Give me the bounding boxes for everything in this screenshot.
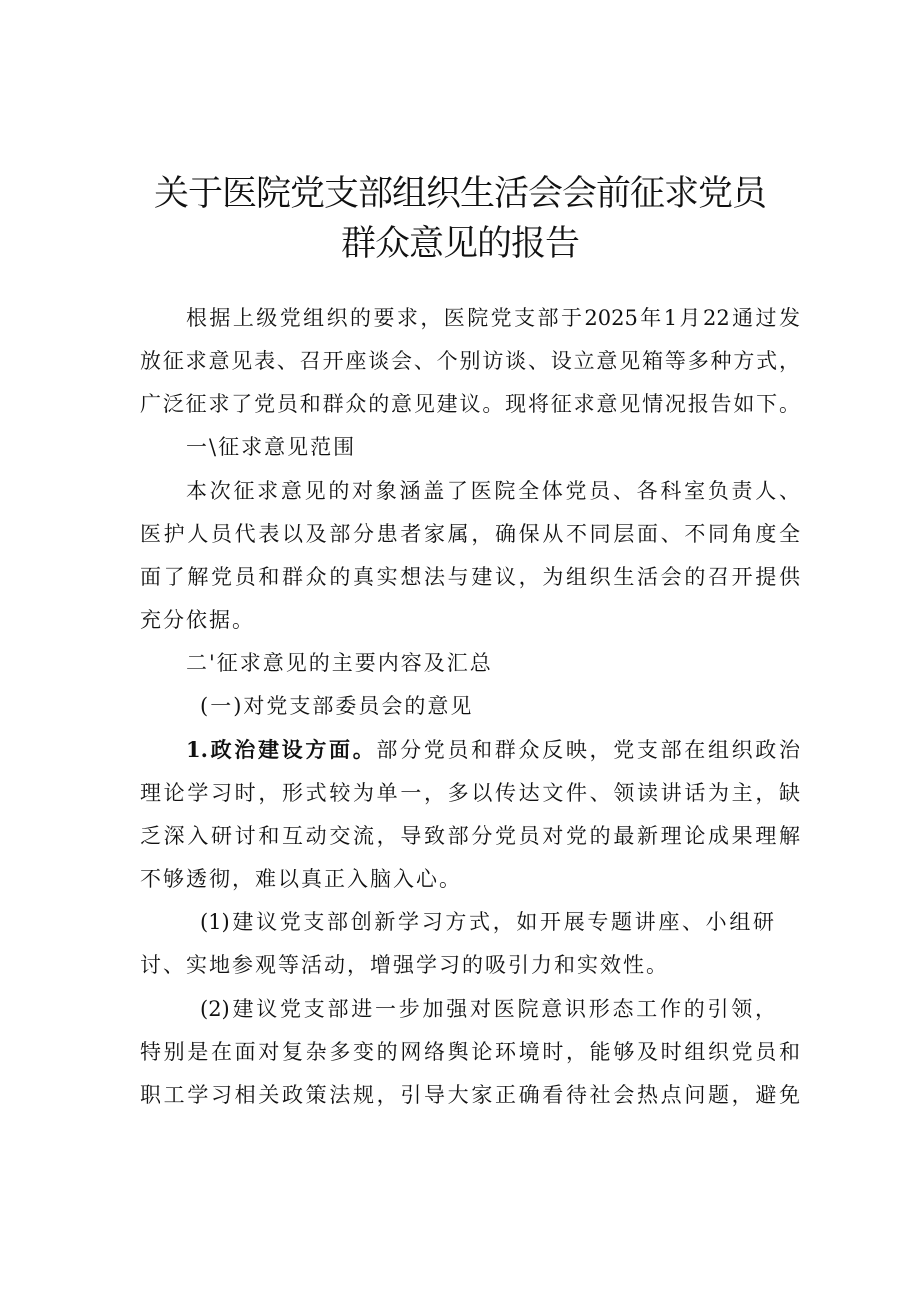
item-1-line-4: 不够透彻，难以真正入脑入心。 xyxy=(140,867,462,891)
document-title-line-2: 群众意见的报告 xyxy=(340,224,579,264)
item-1-lead: 1.政治建设方面。 xyxy=(186,737,377,762)
suggestion-2-line-1: (2)建议党支部进一步加强对医院意识形态工作的引领， xyxy=(200,997,776,1021)
item-1-line-2: 理论学习时，形式较为单一，多以传达文件、领读讲话为主，缺 xyxy=(140,781,800,805)
item-1-line-3: 乏深入研讨和互动交流，导致部分党员对党的最新理论成果理解 xyxy=(140,824,800,848)
document-title-line-1: 关于医院党支部组织生活会会前征求党员 xyxy=(153,174,766,214)
suggestion-1-line-1: (1)建议党支部创新学习方式，如开展专题讲座、小组研 xyxy=(200,910,774,934)
item-1-line-1 xyxy=(186,735,800,765)
item-1-line-1-text: 部分党员和群众反映，党支部在组织政治 xyxy=(376,738,800,762)
section-2-heading: 二'征求意见的主要内容及汇总 xyxy=(186,651,493,675)
intro-line-1: 根据上级党组织的要求，医院党支部于2025年1月22通过发 xyxy=(186,306,800,330)
suggestion-2-line-2: 特别是在面对复杂多变的网络舆论环境时，能够及时组织党员和 xyxy=(140,1040,800,1064)
section-1-line-3: 面了解党员和群众的真实想法与建议，为组织生活会的召开提供 xyxy=(140,565,800,589)
intro-line-2: 放征求意见表、召开座谈会、个别访谈、设立意见箱等多种方式， xyxy=(140,349,800,373)
intro-line-3: 广泛征求了党员和群众的意见建议。现将征求意见情况报告如下。 xyxy=(140,392,800,416)
section-1-line-4: 充分依据。 xyxy=(140,608,255,632)
section-1-line-1: 本次征求意见的对象涵盖了医院全体党员、各科室负责人、 xyxy=(186,479,800,503)
section-2-subheading: (一)对党支部委员会的意见 xyxy=(200,694,474,718)
section-1-line-2: 医护人员代表以及部分患者家属，确保从不同层面、不同角度全 xyxy=(140,522,800,546)
section-1-heading: 一\征求意见范围 xyxy=(186,435,357,459)
suggestion-1-line-2: 讨、实地参观等活动，增强学习的吸引力和实效性。 xyxy=(140,953,669,977)
suggestion-2-line-3: 职工学习相关政策法规，引导大家正确看待社会热点问题，避免 xyxy=(140,1083,800,1107)
